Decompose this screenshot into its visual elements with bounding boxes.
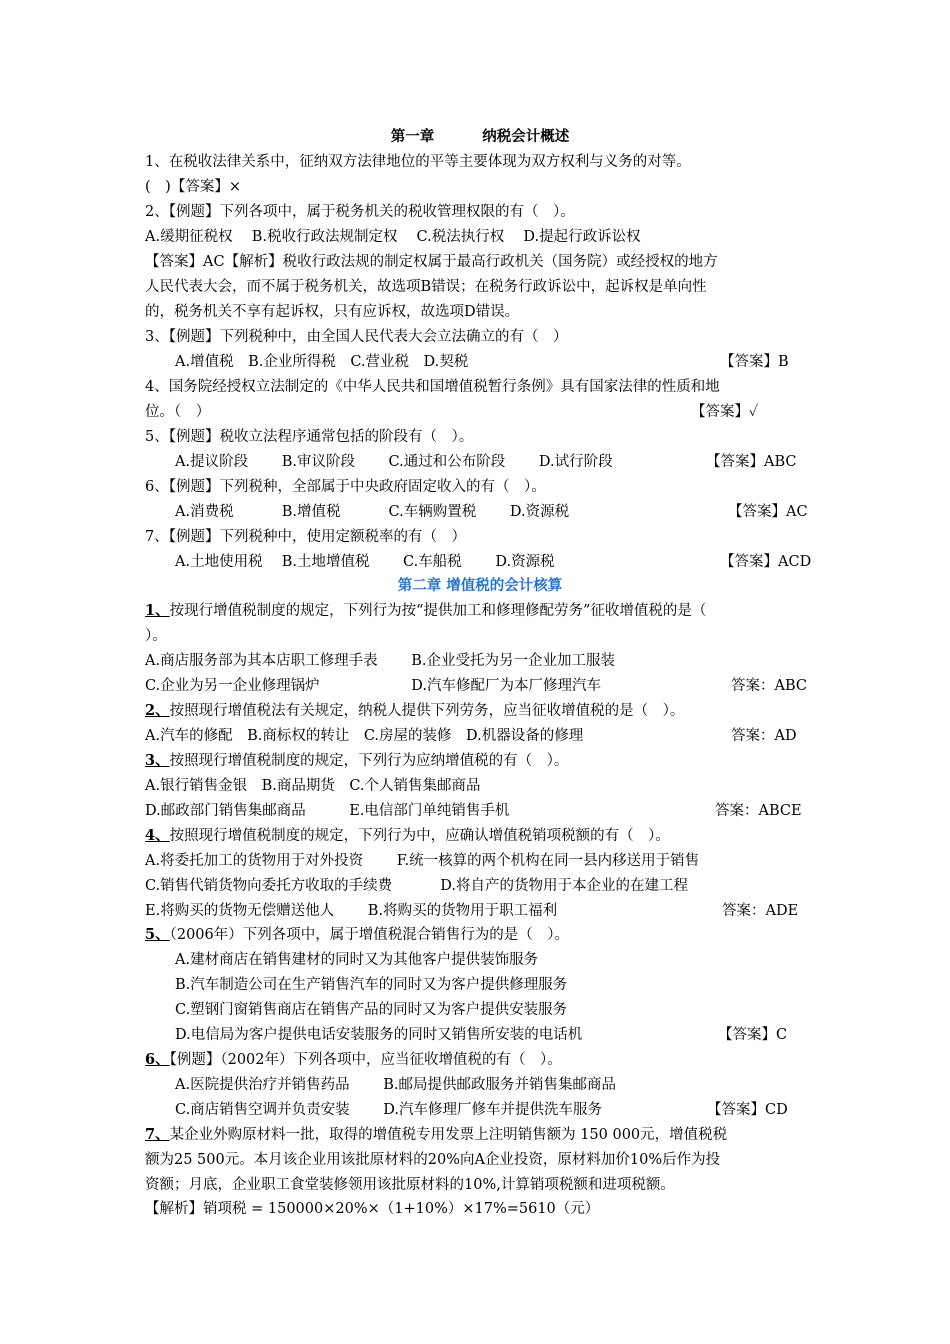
c2-q2-answer: 答案：AD [731, 728, 797, 744]
c2-q1-row [145, 676, 815, 696]
c2-q3-line3: D.邮政部门销售集邮商品 E.电信部门单纯销售手机 [145, 803, 510, 819]
c2-q2-row [145, 726, 815, 746]
c2-q7-line3: 资额；月底，企业职工食堂装修领用该批原材料的10%,计算销项税额和进项税额。 [145, 1177, 675, 1193]
c1-q2-answer-line2: 人民代表大会，而不属于税务机关，故选项B错误；在税务行政诉讼中，起诉权是单向性 [145, 279, 707, 295]
c2-q4-number: 4、 [145, 827, 170, 844]
c1-q2-options: A.缓期征税权 B.税收行政法规制定权 C.税法执行权 D.提起行政诉讼权 [145, 229, 641, 245]
c2-q1-line1 [145, 601, 815, 621]
c2-q4-line2: A.将委托加工的货物用于对外投资 F.统一核算的两个机构在同一县内移送用于销售 [145, 853, 700, 869]
c2-q5-row [175, 1025, 845, 1045]
c2-q2-line1 [145, 701, 815, 721]
c1-q7-line1: 7、【例题】下列税种中，使用定额税率的有（ ） [145, 529, 466, 545]
c2-q4-line4: E.将购买的货物无偿赠送他人 B.将购买的货物用于职工福利 [145, 903, 558, 919]
c1-q4-line1: 4、国务院经授权立法制定的《中华人民共和国增值税暂行条例》具有国家法律的性质和地 [145, 379, 720, 395]
c1-q5-answer: 【答案】ABC [706, 454, 797, 470]
c2-q6-line3: C.商店销售空调并负责安装 D.汽车修理厂修车并提供洗车服务 [175, 1102, 603, 1118]
c2-q1-line2: ）。 [145, 628, 167, 644]
chapter1-title-text: 纳税会计概述 [482, 128, 570, 145]
c2-q1-answer: 答案：ABC [731, 678, 807, 694]
c2-q7-solution: 【解析】销项税 = 150000×20%×（1+10%）×17%=5610（元） [145, 1201, 600, 1217]
c2-q4-line1 [145, 826, 815, 846]
c2-q1-text: 按现行增值税制度的规定，下列行为按“提供加工和修理修配劳务”征收增值税的是（ [169, 603, 707, 619]
c2-q2-text: 按照现行增值税法有关规定，纳税人提供下列劳务，应当征收增值税的是（ ）。 [169, 703, 685, 719]
c1-q2-line1: 2、【例题】下列各项中，属于税务机关的税收管理权限的有（ ）。 [145, 204, 575, 220]
c1-q5-row [175, 452, 845, 472]
c2-q6-row [175, 1100, 845, 1120]
c2-q3-line2: A.银行销售金银 B.商品期货 C.个人销售集邮商品 [145, 778, 481, 794]
c1-q1-line1: 1、在税收法律关系中，征纳双方法律地位的平等主要体现为双方权利与义务的对等。 [145, 154, 691, 170]
c2-q1-number: 1、 [145, 602, 170, 619]
c1-q6-line1: 6、【例题】下列税种，全部属于中央政府固定收入的有（ ）。 [145, 479, 546, 495]
chapter1-title [145, 127, 815, 147]
c2-q3-number: 3、 [145, 752, 170, 769]
c2-q5-answer: 【答案】C [718, 1027, 788, 1043]
c1-q6-options: A.消费税 B.增值税 C.车辆购置税 D.资源税 [175, 504, 570, 520]
c2-q7-number: 7、 [145, 1126, 170, 1143]
c1-q7-options: A.土地使用税 B.土地增值税 C.车船税 D.资源税 [175, 554, 555, 570]
c2-q1-line3: A.商店服务部为其本店职工修理手表 B.企业受托为另一企业加工服装 [145, 653, 615, 669]
c2-q5-number: 5、 [145, 926, 170, 943]
c2-q1-line4: C.企业为另一企业修理锅炉 D.汽车修配厂为本厂修理汽车 [145, 678, 602, 694]
c1-q3-answer: 【答案】B [720, 354, 789, 370]
c2-q5-line1 [145, 925, 815, 945]
c2-q2-line2: A.汽车的修配 B.商标权的转让 C.房屋的装修 D.机器设备的修理 [145, 728, 584, 744]
c2-q6-line1 [145, 1050, 815, 1070]
c2-q6-text: 【例题】（2002年）下列各项中，应当征收增值税的有（ ）。 [169, 1052, 562, 1068]
c1-q4-answer: 【答案】✓ [691, 404, 759, 420]
chapter1-title-number: 第一章 [390, 128, 435, 145]
c2-q5-option-b: B.汽车制造公司在生产销售汽车的同时又为客户提供修理服务 [175, 977, 568, 993]
c2-q4-answer: 答案：ADE [722, 903, 799, 919]
c1-q4-line2: 位。（ ） [145, 404, 211, 420]
c2-q7-line2: 额为25 500元。本月该企业用该批原材料的20%向A企业投资，原材料加价10%后作为投 [145, 1152, 721, 1168]
c2-q4-row [145, 901, 815, 921]
c2-q5-option-a: A.建材商店在销售建材的同时又为其他客户提供装饰服务 [175, 952, 539, 968]
c1-q4-row [145, 402, 815, 422]
c2-q7-line1 [145, 1125, 815, 1145]
c1-q3-row [175, 352, 845, 372]
c2-q3-row [145, 801, 815, 821]
c2-q5-text: （2006年）下列各项中，属于增值税混合销售行为的是（ ）。 [169, 927, 569, 943]
c2-q2-number: 2、 [145, 702, 170, 719]
c2-q5-option-d: D.电信局为客户提供电话安装服务的同时又销售所安装的电话机 [175, 1027, 583, 1043]
c2-q4-text: 按照现行增值税制度的规定，下列行为中，应确认增值税销项税额的有（ ）。 [169, 828, 670, 844]
c2-q5-option-c: C.塑钢门窗销售商店在销售产品的同时又为客户提供安装服务 [175, 1002, 568, 1018]
c2-q6-number: 6、 [145, 1051, 170, 1068]
c1-q5-options: A.提议阶段 B.审议阶段 C.通过和公布阶段 D.试行阶段 [175, 454, 613, 470]
c2-q3-text: 按照现行增值税制度的规定，下列行为应纳增值税的有（ ）。 [169, 753, 569, 769]
c1-q2-answer-line3: 的，税务机关不享有起诉权，只有应诉权，故选项D错误。 [145, 304, 520, 320]
c1-q6-answer: 【答案】AC [728, 504, 808, 520]
c1-q6-row [175, 502, 845, 522]
c1-q2-answer-line1: 【答案】AC【解析】税收行政法规的制定权属于最高行政机关（国务院）或经授权的地方 [145, 254, 718, 270]
c2-q4-line3: C.销售代销货物向委托方收取的手续费 D.将自产的货物用于本企业的在建工程 [145, 878, 689, 894]
c1-q1-line2: ( )【答案】× [145, 179, 241, 195]
chapter2-title: 第二章 增值税的会计核算 [397, 577, 563, 594]
c2-q3-answer: 答案：ABCE [715, 803, 802, 819]
c1-q7-answer: 【答案】ACD [720, 554, 812, 570]
c2-q3-line1 [145, 751, 815, 771]
c1-q7-row [175, 552, 845, 572]
c1-q3-options: A.增值税 B.企业所得税 C.营业税 D.契税 [175, 354, 469, 370]
c1-q3-line1: 3、【例题】下列税种中，由全国人民代表大会立法确立的有（ ） [145, 329, 568, 345]
c2-q6-answer: 【答案】CD [707, 1102, 788, 1118]
c2-q6-line2: A.医院提供治疗并销售药品 B.邮局提供邮政服务并销售集邮商品 [175, 1077, 616, 1093]
c1-q5-line1: 5、【例题】税收立法程序通常包括的阶段有（ ）。 [145, 429, 474, 445]
c2-q7-text: 某企业外购原材料一批，取得的增值税专用发票上注明销售额为 150 000元，增值税税 [169, 1127, 728, 1143]
